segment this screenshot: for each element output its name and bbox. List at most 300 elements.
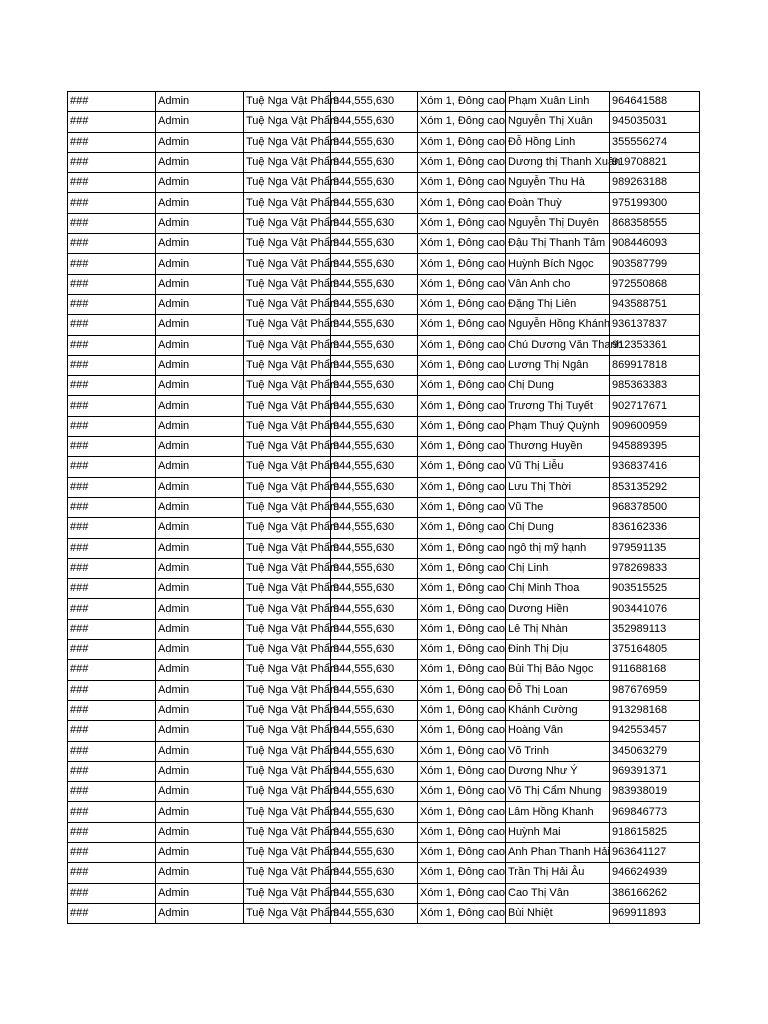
address-cell: Xóm 1, Đông cao bbox=[418, 457, 506, 477]
address-cell: Xóm 1, Đông cao bbox=[418, 883, 506, 903]
customer-phone-cell: 972550868 bbox=[610, 274, 700, 294]
table-row bbox=[68, 355, 700, 375]
customer-phone-cell: 979591135 bbox=[610, 538, 700, 558]
address-cell: Xóm 1, Đông cao bbox=[418, 822, 506, 842]
customer-phone-cell: 989263188 bbox=[610, 173, 700, 193]
table-body bbox=[68, 92, 700, 924]
user-cell: Admin bbox=[156, 579, 244, 599]
customer-name-cell: Lê Thị Nhàn bbox=[506, 619, 610, 639]
customer-name-cell: Dương thị Thanh Xuân bbox=[506, 152, 610, 172]
user-cell: Admin bbox=[156, 396, 244, 416]
address-cell: Xóm 1, Đông cao bbox=[418, 173, 506, 193]
shop-name-cell: Tuệ Nga Vật Phẩm bbox=[244, 721, 331, 741]
date-cell: ### bbox=[68, 782, 156, 802]
date-cell: ### bbox=[68, 416, 156, 436]
customer-phone-cell: 963641127 bbox=[610, 842, 700, 862]
date-cell: ### bbox=[68, 457, 156, 477]
customer-phone-cell: 908446093 bbox=[610, 234, 700, 254]
customer-name-cell: Hoàng Vân bbox=[506, 721, 610, 741]
date-cell: ### bbox=[68, 863, 156, 883]
date-cell: ### bbox=[68, 92, 156, 112]
customer-name-cell: Vũ Thị Liễu bbox=[506, 457, 610, 477]
shop-phone-cell: 944,555,630 bbox=[331, 437, 418, 457]
customer-phone-cell: 983938019 bbox=[610, 782, 700, 802]
table-row bbox=[68, 700, 700, 720]
customer-name-cell: Đỗ Hồng Linh bbox=[506, 132, 610, 152]
table-row bbox=[68, 213, 700, 233]
table-row bbox=[68, 883, 700, 903]
user-cell: Admin bbox=[156, 173, 244, 193]
address-cell: Xóm 1, Đông cao bbox=[418, 640, 506, 660]
address-cell: Xóm 1, Đông cao bbox=[418, 538, 506, 558]
customer-name-cell: Anh Phan Thanh Hải bbox=[506, 842, 610, 862]
shop-name-cell: Tuệ Nga Vật Phẩm bbox=[244, 355, 331, 375]
table-row bbox=[68, 335, 700, 355]
user-cell: Admin bbox=[156, 518, 244, 538]
table-row bbox=[68, 477, 700, 497]
address-cell: Xóm 1, Đông cao bbox=[418, 741, 506, 761]
date-cell: ### bbox=[68, 335, 156, 355]
shop-name-cell: Tuệ Nga Vật Phẩm bbox=[244, 193, 331, 213]
date-cell: ### bbox=[68, 883, 156, 903]
user-cell: Admin bbox=[156, 822, 244, 842]
shop-name-cell: Tuệ Nga Vật Phẩm bbox=[244, 335, 331, 355]
user-cell: Admin bbox=[156, 842, 244, 862]
customer-name-cell: ngô thị mỹ hạnh bbox=[506, 538, 610, 558]
customer-phone-cell: 345063279 bbox=[610, 741, 700, 761]
shop-name-cell: Tuệ Nga Vật Phẩm bbox=[244, 538, 331, 558]
shop-phone-cell: 944,555,630 bbox=[331, 619, 418, 639]
customer-name-cell: Vũ The bbox=[506, 497, 610, 517]
address-cell: Xóm 1, Đông cao bbox=[418, 376, 506, 396]
table-row bbox=[68, 132, 700, 152]
address-cell: Xóm 1, Đông cao bbox=[418, 579, 506, 599]
user-cell: Admin bbox=[156, 457, 244, 477]
date-cell: ### bbox=[68, 376, 156, 396]
date-cell: ### bbox=[68, 538, 156, 558]
customer-phone-cell: 946624939 bbox=[610, 863, 700, 883]
address-cell: Xóm 1, Đông cao bbox=[418, 213, 506, 233]
address-cell: Xóm 1, Đông cao bbox=[418, 254, 506, 274]
date-cell: ### bbox=[68, 437, 156, 457]
address-cell: Xóm 1, Đông cao bbox=[418, 294, 506, 314]
user-cell: Admin bbox=[156, 619, 244, 639]
table-row bbox=[68, 173, 700, 193]
shop-name-cell: Tuệ Nga Vật Phẩm bbox=[244, 376, 331, 396]
table-row bbox=[68, 802, 700, 822]
user-cell: Admin bbox=[156, 234, 244, 254]
user-cell: Admin bbox=[156, 802, 244, 822]
date-cell: ### bbox=[68, 741, 156, 761]
user-cell: Admin bbox=[156, 437, 244, 457]
user-cell: Admin bbox=[156, 213, 244, 233]
customer-name-cell: Đinh Thị Dịu bbox=[506, 640, 610, 660]
table-row bbox=[68, 376, 700, 396]
address-cell: Xóm 1, Đông cao bbox=[418, 335, 506, 355]
table-row bbox=[68, 863, 700, 883]
address-cell: Xóm 1, Đông cao bbox=[418, 558, 506, 578]
shop-name-cell: Tuệ Nga Vật Phẩm bbox=[244, 396, 331, 416]
customer-phone-cell: 911688168 bbox=[610, 660, 700, 680]
shop-name-cell: Tuệ Nga Vật Phẩm bbox=[244, 579, 331, 599]
table-row bbox=[68, 660, 700, 680]
shop-phone-cell: 944,555,630 bbox=[331, 680, 418, 700]
date-cell: ### bbox=[68, 254, 156, 274]
shop-phone-cell: 944,555,630 bbox=[331, 457, 418, 477]
shop-phone-cell: 944,555,630 bbox=[331, 294, 418, 314]
address-cell: Xóm 1, Đông cao bbox=[418, 416, 506, 436]
shop-name-cell: Tuệ Nga Vật Phẩm bbox=[244, 173, 331, 193]
user-cell: Admin bbox=[156, 700, 244, 720]
user-cell: Admin bbox=[156, 903, 244, 923]
table-row bbox=[68, 680, 700, 700]
customer-phone-cell: 868358555 bbox=[610, 213, 700, 233]
customer-phone-cell: 987676959 bbox=[610, 680, 700, 700]
address-cell: Xóm 1, Đông cao bbox=[418, 721, 506, 741]
user-cell: Admin bbox=[156, 416, 244, 436]
table-row bbox=[68, 315, 700, 335]
date-cell: ### bbox=[68, 315, 156, 335]
customer-phone-cell: 902717671 bbox=[610, 396, 700, 416]
user-cell: Admin bbox=[156, 193, 244, 213]
shop-name-cell: Tuệ Nga Vật Phẩm bbox=[244, 680, 331, 700]
customer-name-cell: Lương Thị Ngân bbox=[506, 355, 610, 375]
date-cell: ### bbox=[68, 173, 156, 193]
customer-phone-cell: 869917818 bbox=[610, 355, 700, 375]
customer-name-cell: Chị Dung bbox=[506, 518, 610, 538]
table-row bbox=[68, 92, 700, 112]
customer-name-cell: Đậu Thị Thanh Tâm bbox=[506, 234, 610, 254]
user-cell: Admin bbox=[156, 92, 244, 112]
shop-phone-cell: 944,555,630 bbox=[331, 761, 418, 781]
user-cell: Admin bbox=[156, 132, 244, 152]
table-row bbox=[68, 234, 700, 254]
user-cell: Admin bbox=[156, 660, 244, 680]
shop-name-cell: Tuệ Nga Vật Phẩm bbox=[244, 842, 331, 862]
shop-phone-cell: 944,555,630 bbox=[331, 335, 418, 355]
customer-phone-cell: 386166262 bbox=[610, 883, 700, 903]
table-row bbox=[68, 619, 700, 639]
address-cell: Xóm 1, Đông cao bbox=[418, 92, 506, 112]
date-cell: ### bbox=[68, 579, 156, 599]
customer-phone-cell: 375164805 bbox=[610, 640, 700, 660]
customer-phone-cell: 942553457 bbox=[610, 721, 700, 741]
user-cell: Admin bbox=[156, 640, 244, 660]
address-cell: Xóm 1, Đông cao bbox=[418, 863, 506, 883]
date-cell: ### bbox=[68, 355, 156, 375]
customer-phone-cell: 945035031 bbox=[610, 112, 700, 132]
user-cell: Admin bbox=[156, 254, 244, 274]
customer-name-cell: Phạm Thuý Quỳnh bbox=[506, 416, 610, 436]
shop-phone-cell: 944,555,630 bbox=[331, 558, 418, 578]
shop-name-cell: Tuệ Nga Vật Phẩm bbox=[244, 700, 331, 720]
user-cell: Admin bbox=[156, 477, 244, 497]
date-cell: ### bbox=[68, 294, 156, 314]
shop-name-cell: Tuệ Nga Vật Phẩm bbox=[244, 802, 331, 822]
customer-name-cell: Nguyễn Thu Hà bbox=[506, 173, 610, 193]
address-cell: Xóm 1, Đông cao bbox=[418, 802, 506, 822]
shop-name-cell: Tuệ Nga Vật Phẩm bbox=[244, 863, 331, 883]
address-cell: Xóm 1, Đông cao bbox=[418, 903, 506, 923]
shop-name-cell: Tuệ Nga Vật Phẩm bbox=[244, 152, 331, 172]
customer-name-cell: Khánh Cường bbox=[506, 700, 610, 720]
customer-phone-cell: 945889395 bbox=[610, 437, 700, 457]
address-cell: Xóm 1, Đông cao bbox=[418, 315, 506, 335]
customer-phone-cell: 936137837 bbox=[610, 315, 700, 335]
address-cell: Xóm 1, Đông cao bbox=[418, 274, 506, 294]
shop-phone-cell: 944,555,630 bbox=[331, 599, 418, 619]
shop-name-cell: Tuệ Nga Vật Phẩm bbox=[244, 761, 331, 781]
shop-phone-cell: 944,555,630 bbox=[331, 416, 418, 436]
table-row bbox=[68, 579, 700, 599]
date-cell: ### bbox=[68, 660, 156, 680]
shop-phone-cell: 944,555,630 bbox=[331, 640, 418, 660]
customer-phone-cell: 969911893 bbox=[610, 903, 700, 923]
customer-name-cell: Vân Anh cho bbox=[506, 274, 610, 294]
date-cell: ### bbox=[68, 761, 156, 781]
customer-name-cell: Dương Hiền bbox=[506, 599, 610, 619]
table-row bbox=[68, 193, 700, 213]
customer-name-cell: Thương Huyền bbox=[506, 437, 610, 457]
customer-name-cell: Đoàn Thuỳ bbox=[506, 193, 610, 213]
user-cell: Admin bbox=[156, 315, 244, 335]
table-row bbox=[68, 741, 700, 761]
shop-phone-cell: 944,555,630 bbox=[331, 355, 418, 375]
address-cell: Xóm 1, Đông cao bbox=[418, 842, 506, 862]
customer-phone-cell: 975199300 bbox=[610, 193, 700, 213]
table-row bbox=[68, 721, 700, 741]
shop-name-cell: Tuệ Nga Vật Phẩm bbox=[244, 213, 331, 233]
table-row bbox=[68, 761, 700, 781]
customer-phone-cell: 836162336 bbox=[610, 518, 700, 538]
date-cell: ### bbox=[68, 558, 156, 578]
customer-phone-cell: 912353361 bbox=[610, 335, 700, 355]
date-cell: ### bbox=[68, 599, 156, 619]
table-row bbox=[68, 842, 700, 862]
shop-phone-cell: 944,555,630 bbox=[331, 234, 418, 254]
shop-phone-cell: 944,555,630 bbox=[331, 741, 418, 761]
shop-name-cell: Tuệ Nga Vật Phẩm bbox=[244, 883, 331, 903]
user-cell: Admin bbox=[156, 558, 244, 578]
shop-name-cell: Tuệ Nga Vật Phẩm bbox=[244, 903, 331, 923]
user-cell: Admin bbox=[156, 761, 244, 781]
customer-name-cell: Trương Thị Tuyết bbox=[506, 396, 610, 416]
address-cell: Xóm 1, Đông cao bbox=[418, 599, 506, 619]
customer-phone-cell: 909600959 bbox=[610, 416, 700, 436]
table-row bbox=[68, 416, 700, 436]
customer-name-cell: Nguyễn Thị Xuân bbox=[506, 112, 610, 132]
user-cell: Admin bbox=[156, 538, 244, 558]
shop-phone-cell: 944,555,630 bbox=[331, 193, 418, 213]
date-cell: ### bbox=[68, 396, 156, 416]
address-cell: Xóm 1, Đông cao bbox=[418, 112, 506, 132]
user-cell: Admin bbox=[156, 721, 244, 741]
customer-phone-cell: 943588751 bbox=[610, 294, 700, 314]
shop-phone-cell: 944,555,630 bbox=[331, 173, 418, 193]
date-cell: ### bbox=[68, 193, 156, 213]
user-cell: Admin bbox=[156, 599, 244, 619]
customer-phone-cell: 919708821 bbox=[610, 152, 700, 172]
shop-phone-cell: 944,555,630 bbox=[331, 274, 418, 294]
shop-name-cell: Tuệ Nga Vật Phẩm bbox=[244, 112, 331, 132]
shop-phone-cell: 944,555,630 bbox=[331, 112, 418, 132]
shop-phone-cell: 944,555,630 bbox=[331, 700, 418, 720]
customer-name-cell: Đặng Thị Liên bbox=[506, 294, 610, 314]
shop-phone-cell: 944,555,630 bbox=[331, 132, 418, 152]
customer-phone-cell: 903515525 bbox=[610, 579, 700, 599]
shop-name-cell: Tuệ Nga Vật Phẩm bbox=[244, 315, 331, 335]
user-cell: Admin bbox=[156, 335, 244, 355]
date-cell: ### bbox=[68, 213, 156, 233]
customer-name-cell: Bùi Thị Bảo Ngọc bbox=[506, 660, 610, 680]
date-cell: ### bbox=[68, 497, 156, 517]
shop-phone-cell: 944,555,630 bbox=[331, 213, 418, 233]
user-cell: Admin bbox=[156, 355, 244, 375]
date-cell: ### bbox=[68, 640, 156, 660]
address-cell: Xóm 1, Đông cao bbox=[418, 477, 506, 497]
customer-name-cell: Lâm Hồng Khanh bbox=[506, 802, 610, 822]
shop-name-cell: Tuệ Nga Vật Phẩm bbox=[244, 274, 331, 294]
table-row bbox=[68, 497, 700, 517]
shop-phone-cell: 944,555,630 bbox=[331, 782, 418, 802]
customer-phone-cell: 903441076 bbox=[610, 599, 700, 619]
table-row bbox=[68, 822, 700, 842]
customer-name-cell: Lưu Thị Thời bbox=[506, 477, 610, 497]
date-cell: ### bbox=[68, 700, 156, 720]
date-cell: ### bbox=[68, 234, 156, 254]
customer-name-cell: Phạm Xuân Linh bbox=[506, 92, 610, 112]
customer-name-cell: Chị Dung bbox=[506, 376, 610, 396]
shop-name-cell: Tuệ Nga Vật Phẩm bbox=[244, 457, 331, 477]
shop-phone-cell: 944,555,630 bbox=[331, 903, 418, 923]
table-row bbox=[68, 782, 700, 802]
date-cell: ### bbox=[68, 518, 156, 538]
customer-name-cell: Huỳnh Bích Ngọc bbox=[506, 254, 610, 274]
shop-name-cell: Tuệ Nga Vật Phẩm bbox=[244, 254, 331, 274]
date-cell: ### bbox=[68, 274, 156, 294]
shop-phone-cell: 944,555,630 bbox=[331, 721, 418, 741]
date-cell: ### bbox=[68, 132, 156, 152]
address-cell: Xóm 1, Đông cao bbox=[418, 782, 506, 802]
customer-phone-cell: 978269833 bbox=[610, 558, 700, 578]
address-cell: Xóm 1, Đông cao bbox=[418, 680, 506, 700]
customer-phone-cell: 903587799 bbox=[610, 254, 700, 274]
shop-phone-cell: 944,555,630 bbox=[331, 396, 418, 416]
address-cell: Xóm 1, Đông cao bbox=[418, 518, 506, 538]
shop-name-cell: Tuệ Nga Vật Phẩm bbox=[244, 518, 331, 538]
spreadsheet-page bbox=[67, 91, 699, 924]
user-cell: Admin bbox=[156, 883, 244, 903]
customer-phone-cell: 918615825 bbox=[610, 822, 700, 842]
user-cell: Admin bbox=[156, 863, 244, 883]
table-row bbox=[68, 112, 700, 132]
table-row bbox=[68, 518, 700, 538]
customer-name-cell: Nguyễn Hồng Khánh bbox=[506, 315, 610, 335]
customer-phone-cell: 969846773 bbox=[610, 802, 700, 822]
shop-phone-cell: 944,555,630 bbox=[331, 660, 418, 680]
table-row bbox=[68, 903, 700, 923]
shop-phone-cell: 944,555,630 bbox=[331, 497, 418, 517]
customer-phone-cell: 985363383 bbox=[610, 376, 700, 396]
customer-phone-cell: 964641588 bbox=[610, 92, 700, 112]
customer-phone-cell: 968378500 bbox=[610, 497, 700, 517]
shop-name-cell: Tuệ Nga Vật Phẩm bbox=[244, 558, 331, 578]
customer-name-cell: Chị Linh bbox=[506, 558, 610, 578]
customer-name-cell: Cao Thị Vân bbox=[506, 883, 610, 903]
data-table bbox=[67, 91, 700, 924]
user-cell: Admin bbox=[156, 782, 244, 802]
user-cell: Admin bbox=[156, 112, 244, 132]
shop-name-cell: Tuệ Nga Vật Phẩm bbox=[244, 782, 331, 802]
table-row bbox=[68, 640, 700, 660]
date-cell: ### bbox=[68, 842, 156, 862]
address-cell: Xóm 1, Đông cao bbox=[418, 619, 506, 639]
shop-name-cell: Tuệ Nga Vật Phẩm bbox=[244, 822, 331, 842]
shop-phone-cell: 944,555,630 bbox=[331, 518, 418, 538]
shop-phone-cell: 944,555,630 bbox=[331, 477, 418, 497]
address-cell: Xóm 1, Đông cao bbox=[418, 193, 506, 213]
customer-name-cell: Dương Như Ý bbox=[506, 761, 610, 781]
user-cell: Admin bbox=[156, 497, 244, 517]
shop-name-cell: Tuệ Nga Vật Phẩm bbox=[244, 599, 331, 619]
date-cell: ### bbox=[68, 822, 156, 842]
shop-phone-cell: 944,555,630 bbox=[331, 802, 418, 822]
customer-phone-cell: 355556274 bbox=[610, 132, 700, 152]
address-cell: Xóm 1, Đông cao bbox=[418, 234, 506, 254]
customer-name-cell: Chị Minh Thoa bbox=[506, 579, 610, 599]
customer-name-cell: Võ Trinh bbox=[506, 741, 610, 761]
shop-name-cell: Tuệ Nga Vật Phẩm bbox=[244, 416, 331, 436]
shop-name-cell: Tuệ Nga Vật Phẩm bbox=[244, 234, 331, 254]
shop-name-cell: Tuệ Nga Vật Phẩm bbox=[244, 640, 331, 660]
date-cell: ### bbox=[68, 680, 156, 700]
shop-name-cell: Tuệ Nga Vật Phẩm bbox=[244, 497, 331, 517]
table-row bbox=[68, 294, 700, 314]
customer-phone-cell: 853135292 bbox=[610, 477, 700, 497]
address-cell: Xóm 1, Đông cao bbox=[418, 355, 506, 375]
customer-phone-cell: 352989113 bbox=[610, 619, 700, 639]
table-row bbox=[68, 457, 700, 477]
customer-phone-cell: 969391371 bbox=[610, 761, 700, 781]
address-cell: Xóm 1, Đông cao bbox=[418, 396, 506, 416]
table-row bbox=[68, 599, 700, 619]
table-row bbox=[68, 558, 700, 578]
shop-phone-cell: 944,555,630 bbox=[331, 152, 418, 172]
shop-name-cell: Tuệ Nga Vật Phẩm bbox=[244, 477, 331, 497]
customer-name-cell: Bùi Nhiệt bbox=[506, 903, 610, 923]
address-cell: Xóm 1, Đông cao bbox=[418, 437, 506, 457]
date-cell: ### bbox=[68, 619, 156, 639]
shop-name-cell: Tuệ Nga Vật Phẩm bbox=[244, 741, 331, 761]
shop-name-cell: Tuệ Nga Vật Phẩm bbox=[244, 294, 331, 314]
customer-phone-cell: 913298168 bbox=[610, 700, 700, 720]
address-cell: Xóm 1, Đông cao bbox=[418, 497, 506, 517]
address-cell: Xóm 1, Đông cao bbox=[418, 700, 506, 720]
shop-phone-cell: 944,555,630 bbox=[331, 883, 418, 903]
shop-phone-cell: 944,555,630 bbox=[331, 538, 418, 558]
date-cell: ### bbox=[68, 112, 156, 132]
shop-name-cell: Tuệ Nga Vật Phẩm bbox=[244, 132, 331, 152]
customer-name-cell: Huỳnh Mai bbox=[506, 822, 610, 842]
table-row bbox=[68, 254, 700, 274]
date-cell: ### bbox=[68, 802, 156, 822]
shop-phone-cell: 944,555,630 bbox=[331, 579, 418, 599]
customer-name-cell: Võ Thị Cẩm Nhung bbox=[506, 782, 610, 802]
user-cell: Admin bbox=[156, 294, 244, 314]
shop-phone-cell: 944,555,630 bbox=[331, 254, 418, 274]
table-row bbox=[68, 152, 700, 172]
user-cell: Admin bbox=[156, 152, 244, 172]
